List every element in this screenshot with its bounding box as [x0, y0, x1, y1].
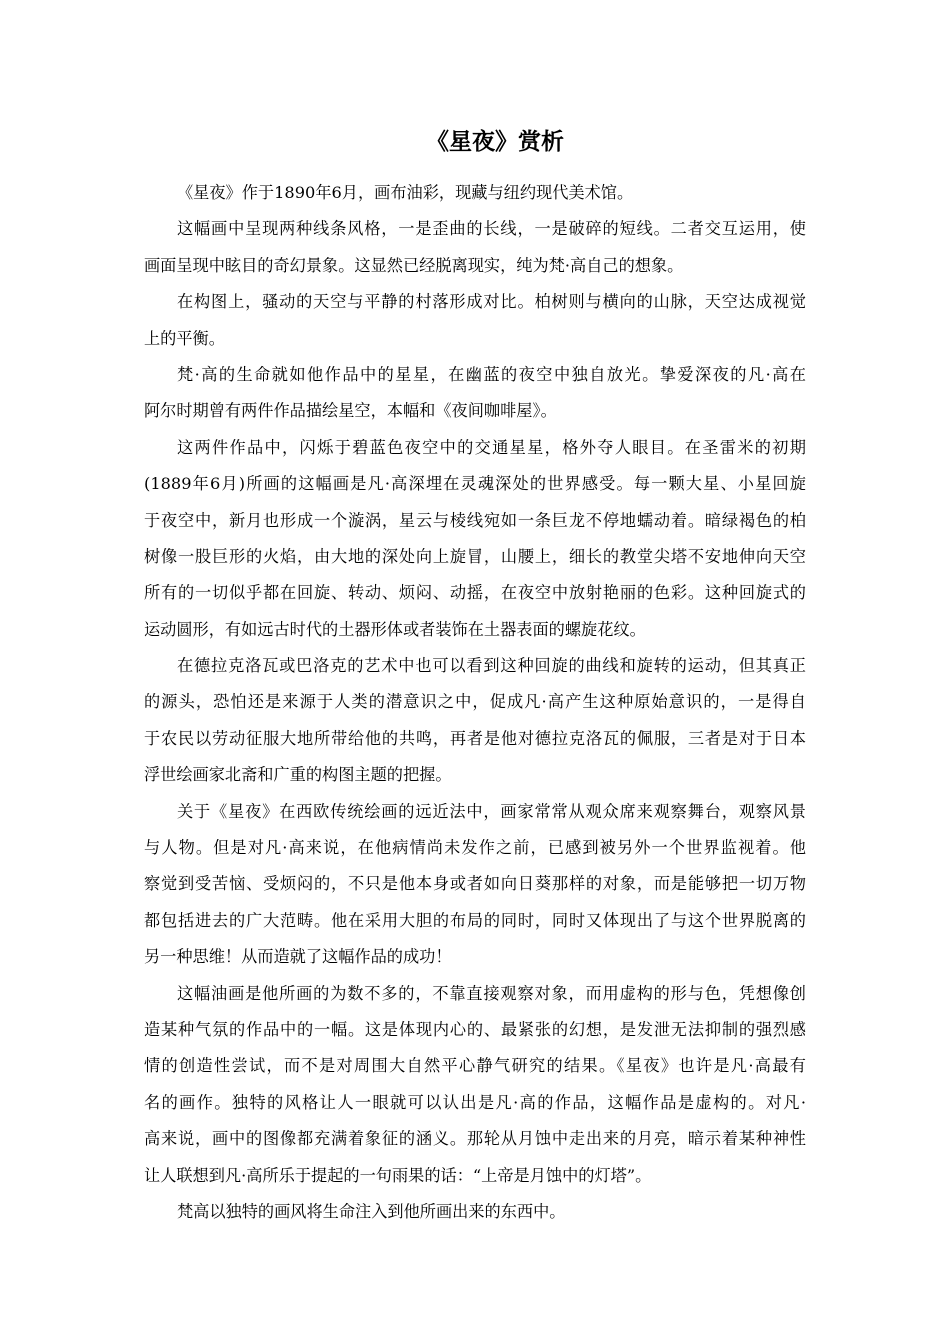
document-body — [144, 175, 806, 1230]
paragraph-line: 树像一股巨形的火焰，由大地的深处向上旋冒，山腰上，细长的教堂尖塔不安地伸向天空 — [144, 546, 806, 566]
paragraph-line: 都包括进去的广大范畴。他在采用大胆的布局的同时，同时又体现出了与这个世界脱离的 — [144, 910, 806, 930]
paragraph-line: 让人联想到凡·高所乐于提起的一句雨果的话：“上帝是月蚀中的灯塔”。 — [144, 1165, 652, 1185]
paragraph — [144, 175, 806, 211]
paragraph — [144, 976, 806, 1194]
paragraph-line: 的源头，恐怕还是来源于人类的潜意识之中，促成凡·高产生这种原始意识的，一是得自 — [144, 692, 806, 712]
paragraph-line: 浮世绘画家北斋和广重的构图主题的把握。 — [144, 765, 452, 785]
paragraph-line: (1889年6月)所画的这幅画是凡·高深埋在灵魂深处的世界感受。每一颗大星、小星回旋 — [144, 474, 806, 494]
paragraph-line: 这两件作品中，闪烁于碧蓝色夜空中的交通星星，格外夺人眼目。在圣雷米的初期 — [177, 437, 806, 457]
paragraph-line: 画面呈现中眩目的奇幻景象。这显然已经脱离现实，纯为梵·高自己的想象。 — [144, 255, 684, 275]
paragraph — [144, 430, 806, 648]
paragraph — [144, 284, 806, 357]
paragraph-line: 这幅油画是他所画的为数不多的，不靠直接观察对象，而用虚构的形与色，凭想像创 — [177, 983, 806, 1003]
paragraph-line: 梵·高的生命就如他作品中的星星，在幽蓝的夜空中独自放光。挚爱深夜的凡·高在 — [177, 364, 806, 384]
paragraph — [144, 357, 806, 430]
paragraph-line: 察觉到受苦恼、受烦闷的，不只是他本身或者如向日葵那样的对象，而是能够把一切万物 — [144, 874, 806, 894]
paragraph-line: 这幅画中呈现两种线条风格，一是歪曲的长线，一是破碎的短线。二者交互运用，使 — [177, 219, 806, 239]
paragraph-line: 梵高以独特的画风将生命注入到他所画出来的东西中。 — [177, 1201, 566, 1221]
paragraph-line: 名的画作。独特的风格让人一眼就可以认出是凡·高的作品，这幅作品是虚构的。对凡· — [144, 1092, 806, 1112]
paragraph — [144, 794, 806, 976]
paragraph-line: 在德拉克洛瓦或巴洛克的艺术中也可以看到这种回旋的曲线和旋转的运动，但其真正 — [177, 656, 806, 676]
paragraph — [144, 648, 806, 794]
paragraph-line: 所有的一切似乎都在回旋、转动、烦闷、动摇，在夜空中放射艳丽的色彩。这种回旋式的 — [144, 583, 806, 603]
paragraph-line: 《星夜》作于1890年6月，画布油彩，现藏与纽约现代美术馆。 — [177, 183, 634, 202]
paragraph-line: 关于《星夜》在西欧传统绘画的远近法中，画家常常从观众席来观察舞台，观察风景 — [177, 801, 806, 821]
paragraph-line: 运动圆形，有如远古时代的土器形体或者装饰在土器表面的螺旋花纹。 — [144, 619, 646, 639]
paragraph — [144, 211, 806, 284]
paragraph-line: 于夜空中，新月也形成一个漩涡，星云与棱线宛如一条巨龙不停地蠕动着。暗绿褐色的柏 — [144, 510, 806, 530]
paragraph-line: 与人物。但是对凡·高来说，在他病情尚未发作之前，已感到被另外一个世界监视着。他 — [144, 838, 806, 858]
paragraph-line: 另一种思维！从而造就了这幅作品的成功！ — [144, 947, 452, 967]
paragraph-line: 阿尔时期曾有两件作品描绘星空，本幅和《夜间咖啡屋》。 — [144, 401, 557, 421]
paragraph-line: 在构图上，骚动的天空与平静的村落形成对比。柏树则与横向的山脉，天空达成视觉 — [177, 292, 806, 312]
paragraph — [144, 1194, 806, 1230]
paragraph-line: 上的平衡。 — [144, 328, 225, 348]
paragraph-line: 造某种气氛的作品中的一幅。这是体现内心的、最紧张的幻想，是发泄无法抑制的强烈感 — [144, 1019, 806, 1039]
paragraph-line: 情的创造性尝试，而不是对周围大自然平心静气研究的结果。《星夜》也许是凡·高最有 — [144, 1056, 806, 1076]
paragraph-line: 于农民以劳动征服大地所带给他的共鸣，再者是他对德拉克洛瓦的佩服，三者是对于日本 — [144, 728, 806, 748]
paragraph-line: 高来说，画中的图像都充满着象征的涵义。那轮从月蚀中走出来的月亮，暗示着某种神性 — [144, 1129, 806, 1149]
document-title: 《星夜》赏析 — [426, 128, 564, 155]
